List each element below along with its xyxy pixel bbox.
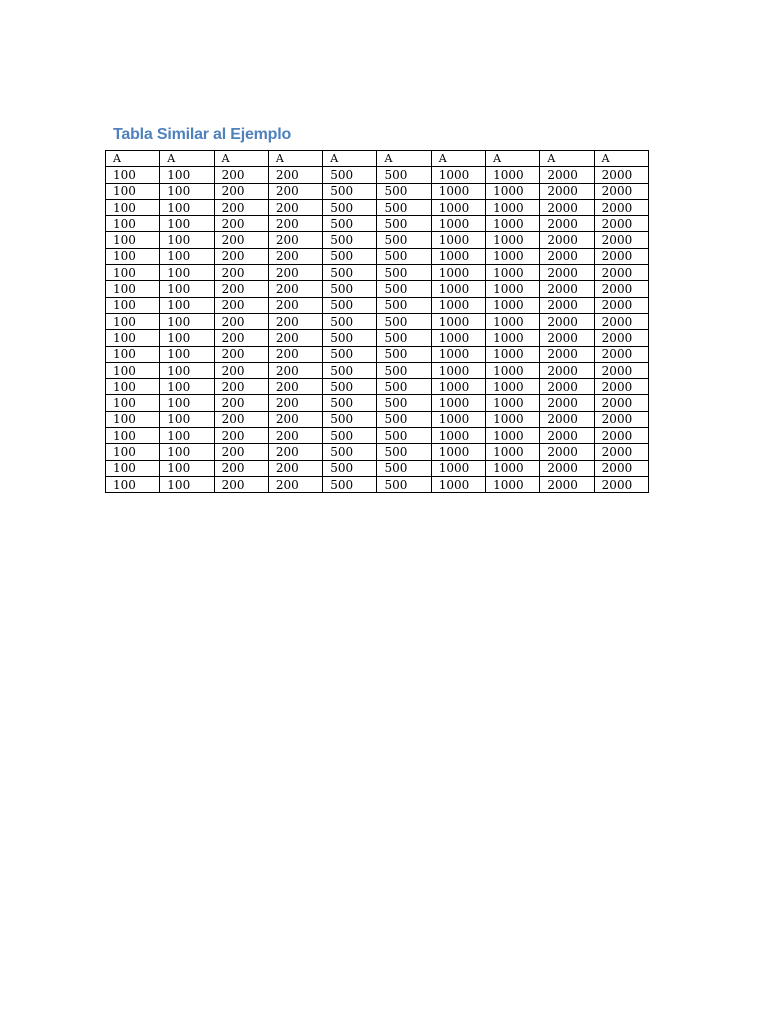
table-row bbox=[106, 460, 649, 476]
table-cell: 200 bbox=[214, 313, 268, 329]
table-cell: 200 bbox=[268, 476, 322, 492]
table-cell: 2000 bbox=[594, 411, 648, 427]
table-cell: 2000 bbox=[594, 183, 648, 199]
table-cell: 500 bbox=[377, 297, 431, 313]
table-cell: 2000 bbox=[594, 199, 648, 215]
table-cell: 200 bbox=[214, 428, 268, 444]
table-cell: 100 bbox=[106, 395, 160, 411]
table-cell: 200 bbox=[214, 476, 268, 492]
table-cell: 1000 bbox=[431, 167, 485, 183]
table-cell: 500 bbox=[323, 265, 377, 281]
table-cell: 100 bbox=[106, 265, 160, 281]
table-cell: 500 bbox=[377, 199, 431, 215]
table-cell: 2000 bbox=[540, 199, 594, 215]
table-cell: 100 bbox=[106, 476, 160, 492]
table-row bbox=[106, 476, 649, 492]
table-cell: 2000 bbox=[540, 281, 594, 297]
table-cell: 1000 bbox=[431, 476, 485, 492]
table-cell: 100 bbox=[160, 313, 214, 329]
table-cell: 2000 bbox=[594, 297, 648, 313]
table-cell: 100 bbox=[106, 232, 160, 248]
table-cell: 1000 bbox=[486, 444, 540, 460]
table-cell: 500 bbox=[323, 379, 377, 395]
table-cell: 500 bbox=[377, 216, 431, 232]
table-cell: 500 bbox=[323, 444, 377, 460]
table-cell: 500 bbox=[323, 395, 377, 411]
table-cell: 2000 bbox=[540, 411, 594, 427]
table-cell: 200 bbox=[214, 183, 268, 199]
table-row bbox=[106, 411, 649, 427]
table-cell: 500 bbox=[377, 460, 431, 476]
table-header-row bbox=[106, 151, 649, 167]
table-cell: 1000 bbox=[431, 313, 485, 329]
table-cell: 100 bbox=[160, 476, 214, 492]
table-row bbox=[106, 346, 649, 362]
table-cell: 2000 bbox=[540, 346, 594, 362]
table-cell: 2000 bbox=[540, 313, 594, 329]
table-cell: 1000 bbox=[486, 330, 540, 346]
table-cell: 1000 bbox=[486, 199, 540, 215]
table-cell: 100 bbox=[106, 379, 160, 395]
table-cell: 100 bbox=[160, 428, 214, 444]
table-cell: 200 bbox=[268, 167, 322, 183]
table-row bbox=[106, 216, 649, 232]
table-cell: 2000 bbox=[594, 281, 648, 297]
table-cell: 500 bbox=[377, 281, 431, 297]
table-cell: 2000 bbox=[540, 265, 594, 281]
table-cell: 100 bbox=[106, 167, 160, 183]
table-cell: 2000 bbox=[540, 183, 594, 199]
data-table bbox=[105, 150, 649, 493]
table-cell: 2000 bbox=[540, 444, 594, 460]
table-cell: 1000 bbox=[486, 297, 540, 313]
table-cell: 200 bbox=[268, 362, 322, 378]
table-row bbox=[106, 444, 649, 460]
column-header: A bbox=[323, 151, 377, 167]
table-cell: 500 bbox=[323, 232, 377, 248]
table-cell: 2000 bbox=[540, 460, 594, 476]
table-cell: 500 bbox=[377, 183, 431, 199]
table-cell: 1000 bbox=[431, 297, 485, 313]
column-header: A bbox=[268, 151, 322, 167]
table-cell: 500 bbox=[323, 346, 377, 362]
table-cell: 200 bbox=[268, 281, 322, 297]
table-cell: 2000 bbox=[594, 313, 648, 329]
table-row bbox=[106, 362, 649, 378]
table-cell: 1000 bbox=[486, 183, 540, 199]
table-cell: 2000 bbox=[594, 428, 648, 444]
table-cell: 100 bbox=[160, 444, 214, 460]
table-cell: 500 bbox=[377, 379, 431, 395]
table-cell: 100 bbox=[160, 281, 214, 297]
table-cell: 1000 bbox=[431, 362, 485, 378]
table-cell: 200 bbox=[268, 444, 322, 460]
table-cell: 2000 bbox=[540, 248, 594, 264]
table-cell: 200 bbox=[214, 265, 268, 281]
table-cell: 200 bbox=[214, 232, 268, 248]
table-cell: 200 bbox=[214, 216, 268, 232]
table-cell: 100 bbox=[160, 199, 214, 215]
table-cell: 2000 bbox=[594, 460, 648, 476]
table-row bbox=[106, 265, 649, 281]
table-row bbox=[106, 297, 649, 313]
table-cell: 500 bbox=[323, 281, 377, 297]
table-cell: 500 bbox=[377, 330, 431, 346]
table-cell: 100 bbox=[106, 362, 160, 378]
table-cell: 1000 bbox=[486, 281, 540, 297]
table-cell: 200 bbox=[268, 313, 322, 329]
table-cell: 100 bbox=[106, 199, 160, 215]
table-cell: 100 bbox=[160, 460, 214, 476]
table-cell: 100 bbox=[106, 428, 160, 444]
table-cell: 100 bbox=[160, 330, 214, 346]
table-cell: 1000 bbox=[431, 460, 485, 476]
table-cell: 1000 bbox=[431, 330, 485, 346]
table-cell: 2000 bbox=[594, 476, 648, 492]
table-cell: 2000 bbox=[594, 232, 648, 248]
table-cell: 500 bbox=[323, 428, 377, 444]
table-cell: 100 bbox=[160, 346, 214, 362]
table-cell: 500 bbox=[323, 362, 377, 378]
table-cell: 1000 bbox=[486, 379, 540, 395]
table-cell: 2000 bbox=[594, 395, 648, 411]
table-cell: 2000 bbox=[540, 362, 594, 378]
table-cell: 1000 bbox=[486, 216, 540, 232]
table-cell: 500 bbox=[323, 199, 377, 215]
table-cell: 1000 bbox=[431, 346, 485, 362]
table-row bbox=[106, 379, 649, 395]
table-cell: 500 bbox=[377, 265, 431, 281]
table-cell: 2000 bbox=[594, 167, 648, 183]
table-cell: 100 bbox=[160, 216, 214, 232]
table-cell: 1000 bbox=[431, 248, 485, 264]
table-cell: 200 bbox=[268, 428, 322, 444]
table-cell: 200 bbox=[268, 297, 322, 313]
table-cell: 2000 bbox=[540, 330, 594, 346]
table-cell: 100 bbox=[106, 281, 160, 297]
table-cell: 200 bbox=[268, 265, 322, 281]
table-cell: 200 bbox=[214, 248, 268, 264]
table-cell: 200 bbox=[214, 330, 268, 346]
table-cell: 500 bbox=[377, 444, 431, 460]
table-cell: 2000 bbox=[594, 216, 648, 232]
table-cell: 200 bbox=[268, 248, 322, 264]
table-cell: 1000 bbox=[431, 411, 485, 427]
table-cell: 2000 bbox=[540, 167, 594, 183]
table-cell: 500 bbox=[323, 330, 377, 346]
table-cell: 100 bbox=[106, 216, 160, 232]
table-row bbox=[106, 199, 649, 215]
table-cell: 200 bbox=[268, 183, 322, 199]
table-cell: 100 bbox=[106, 444, 160, 460]
table-cell: 500 bbox=[377, 411, 431, 427]
table-cell: 500 bbox=[323, 183, 377, 199]
table-cell: 200 bbox=[214, 460, 268, 476]
table-cell: 2000 bbox=[594, 265, 648, 281]
column-header: A bbox=[431, 151, 485, 167]
table-cell: 2000 bbox=[540, 216, 594, 232]
table-row bbox=[106, 183, 649, 199]
table-cell: 500 bbox=[377, 428, 431, 444]
table-row bbox=[106, 167, 649, 183]
table-cell: 100 bbox=[106, 346, 160, 362]
table-cell: 2000 bbox=[594, 379, 648, 395]
table-cell: 500 bbox=[323, 476, 377, 492]
table-cell: 500 bbox=[323, 216, 377, 232]
table-cell: 1000 bbox=[486, 395, 540, 411]
table-cell: 1000 bbox=[486, 476, 540, 492]
table-cell: 500 bbox=[323, 313, 377, 329]
table-cell: 1000 bbox=[486, 428, 540, 444]
table-cell: 200 bbox=[214, 444, 268, 460]
table-cell: 2000 bbox=[540, 476, 594, 492]
table-cell: 200 bbox=[214, 379, 268, 395]
table-cell: 2000 bbox=[594, 248, 648, 264]
table-cell: 200 bbox=[214, 281, 268, 297]
table-cell: 100 bbox=[106, 248, 160, 264]
table-cell: 500 bbox=[377, 313, 431, 329]
table-cell: 1000 bbox=[486, 313, 540, 329]
table-cell: 200 bbox=[268, 460, 322, 476]
table-cell: 100 bbox=[160, 362, 214, 378]
table-cell: 500 bbox=[323, 460, 377, 476]
table-body bbox=[106, 167, 649, 493]
table-cell: 1000 bbox=[431, 428, 485, 444]
table-cell: 200 bbox=[268, 330, 322, 346]
table-row bbox=[106, 330, 649, 346]
table-cell: 100 bbox=[160, 167, 214, 183]
table-cell: 500 bbox=[377, 232, 431, 248]
column-header: A bbox=[106, 151, 160, 167]
table-cell: 1000 bbox=[431, 444, 485, 460]
table-cell: 1000 bbox=[486, 460, 540, 476]
table-cell: 100 bbox=[106, 183, 160, 199]
table-cell: 200 bbox=[268, 395, 322, 411]
table-cell: 200 bbox=[214, 199, 268, 215]
table-cell: 100 bbox=[160, 265, 214, 281]
table-cell: 1000 bbox=[486, 362, 540, 378]
table-cell: 1000 bbox=[486, 265, 540, 281]
table-cell: 100 bbox=[160, 395, 214, 411]
table-row bbox=[106, 281, 649, 297]
table-cell: 1000 bbox=[431, 216, 485, 232]
table-cell: 500 bbox=[323, 297, 377, 313]
table-cell: 1000 bbox=[431, 183, 485, 199]
table-cell: 200 bbox=[268, 346, 322, 362]
table-cell: 500 bbox=[377, 362, 431, 378]
table-cell: 2000 bbox=[594, 346, 648, 362]
table-cell: 200 bbox=[214, 411, 268, 427]
table-cell: 200 bbox=[214, 297, 268, 313]
table-cell: 200 bbox=[268, 232, 322, 248]
table-cell: 500 bbox=[377, 167, 431, 183]
table-cell: 100 bbox=[106, 330, 160, 346]
column-header: A bbox=[160, 151, 214, 167]
table-cell: 2000 bbox=[540, 428, 594, 444]
column-header: A bbox=[594, 151, 648, 167]
table-cell: 100 bbox=[160, 248, 214, 264]
table-row bbox=[106, 248, 649, 264]
column-header: A bbox=[214, 151, 268, 167]
table-cell: 200 bbox=[268, 216, 322, 232]
table-cell: 1000 bbox=[486, 411, 540, 427]
table-cell: 100 bbox=[106, 297, 160, 313]
table-cell: 200 bbox=[268, 199, 322, 215]
table-cell: 100 bbox=[160, 297, 214, 313]
table-cell: 2000 bbox=[540, 379, 594, 395]
table-cell: 1000 bbox=[486, 346, 540, 362]
table-cell: 100 bbox=[160, 183, 214, 199]
table-cell: 1000 bbox=[486, 232, 540, 248]
column-header: A bbox=[377, 151, 431, 167]
table-cell: 500 bbox=[377, 346, 431, 362]
table-cell: 200 bbox=[214, 362, 268, 378]
table-cell: 2000 bbox=[594, 444, 648, 460]
table-cell: 100 bbox=[106, 313, 160, 329]
table-cell: 500 bbox=[377, 476, 431, 492]
table-cell: 1000 bbox=[431, 199, 485, 215]
table-cell: 100 bbox=[106, 460, 160, 476]
table-cell: 1000 bbox=[486, 167, 540, 183]
table-cell: 2000 bbox=[594, 330, 648, 346]
table-cell: 200 bbox=[214, 167, 268, 183]
table-cell: 100 bbox=[160, 232, 214, 248]
table-cell: 1000 bbox=[431, 265, 485, 281]
table-cell: 500 bbox=[323, 167, 377, 183]
table-cell: 500 bbox=[377, 248, 431, 264]
table-cell: 500 bbox=[323, 411, 377, 427]
document-heading: Tabla Similar al Ejemplo bbox=[113, 126, 292, 143]
table-cell: 2000 bbox=[540, 297, 594, 313]
table-cell: 100 bbox=[160, 379, 214, 395]
table-row bbox=[106, 428, 649, 444]
table-cell: 2000 bbox=[594, 362, 648, 378]
table-cell: 100 bbox=[160, 411, 214, 427]
column-header: A bbox=[486, 151, 540, 167]
table-cell: 100 bbox=[106, 411, 160, 427]
table-cell: 1000 bbox=[431, 379, 485, 395]
table-row bbox=[106, 232, 649, 248]
table-cell: 1000 bbox=[431, 232, 485, 248]
table-cell: 200 bbox=[214, 346, 268, 362]
table-cell: 1000 bbox=[486, 248, 540, 264]
table-cell: 500 bbox=[377, 395, 431, 411]
table-row bbox=[106, 395, 649, 411]
table-row bbox=[106, 313, 649, 329]
table-cell: 200 bbox=[268, 379, 322, 395]
table-cell: 2000 bbox=[540, 395, 594, 411]
table-cell: 1000 bbox=[431, 395, 485, 411]
table-cell: 1000 bbox=[431, 281, 485, 297]
table-cell: 200 bbox=[268, 411, 322, 427]
table-cell: 200 bbox=[214, 395, 268, 411]
column-header: A bbox=[540, 151, 594, 167]
table-cell: 2000 bbox=[540, 232, 594, 248]
table-cell: 500 bbox=[323, 248, 377, 264]
